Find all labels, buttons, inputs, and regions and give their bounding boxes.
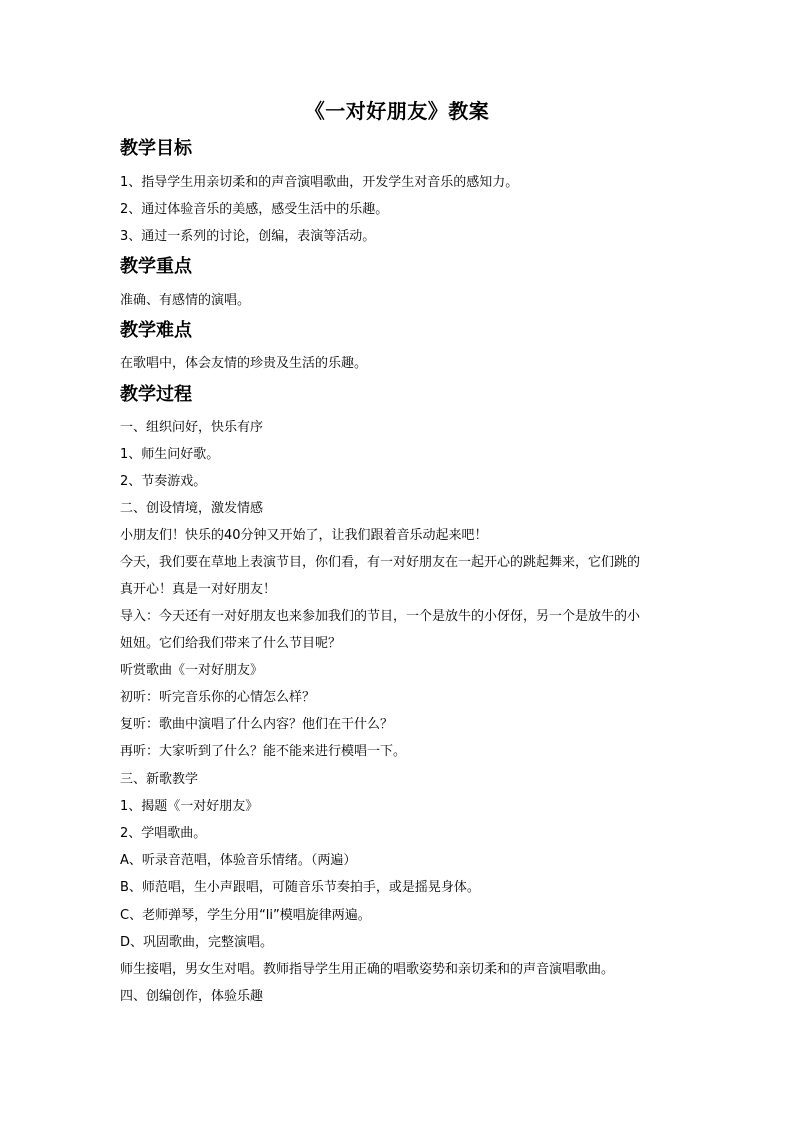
section-heading-process: 教学过程 — [120, 384, 192, 405]
goal-item-3: 3、通过一系列的讨论，创编，表演等活动。 — [120, 229, 376, 244]
process-line: A、听录音范唱，体验音乐情绪。（两遍） — [120, 853, 357, 868]
process-line: B、师范唱，生小声跟唱，可随音乐节奏拍手，或是摇晃身体。 — [120, 880, 480, 895]
process-line: 三、新歌教学 — [120, 772, 199, 787]
process-line: 四、创编创作，体验乐趣 — [120, 989, 264, 1004]
process-line: 1、揭题《一对好朋友》 — [120, 799, 259, 814]
document-title: 《一对好朋友》教案 — [304, 99, 490, 123]
process-line: 复听：歌曲中演唱了什么内容？他们在干什么？ — [120, 717, 394, 732]
process-line: 听赏歌曲《一对好朋友》 — [120, 663, 264, 678]
process-line: 导入：今天还有一对好朋友也来参加我们的节目，一个是放牛的小伢伢，另一个是放牛的小 — [120, 609, 641, 624]
process-line: 今天，我们要在草地上表演节目，你们看，有一对好朋友在一起开心的跳起舞来，它们跳的 — [120, 555, 641, 570]
goal-item-2: 2、通过体验音乐的美感，感受生活中的乐趣。 — [120, 202, 389, 217]
process-line: 真开心！真是一对好朋友！ — [120, 582, 277, 597]
process-line: 一、组织问好，快乐有序 — [120, 420, 264, 435]
process-line: 初听：听完音乐你的心情怎么样？ — [120, 690, 316, 705]
difficulties-text: 在歌唱中，体会友情的珍贵及生活的乐趣。 — [120, 356, 368, 371]
key-points-text: 准确、有感情的演唱。 — [120, 293, 251, 308]
process-line: D、巩固歌曲，完整演唱。 — [120, 935, 274, 950]
process-line: 1、师生问好歌。 — [120, 447, 220, 462]
process-line: 师生接唱，男女生对唱。教师指导学生用正确的唱歌姿势和亲切柔和的声音演唱歌曲。 — [120, 962, 615, 977]
process-line: C、老师弹琴，学生分用“li”模唱旋律两遍。 — [120, 908, 371, 923]
process-line: 再听：大家听到了什么？能不能来进行模唱一下。 — [120, 744, 407, 759]
process-line: 2、学唱歌曲。 — [120, 826, 207, 841]
process-line: 二、创设情境，激发情感 — [120, 501, 264, 516]
process-line: 2、节奏游戏。 — [120, 474, 207, 489]
process-line: 小朋友们！快乐的40分钟又开始了，让我们跟着音乐动起来吧！ — [120, 528, 488, 543]
goal-item-1: 1、指导学生用亲切柔和的声音演唱歌曲，开发学生对音乐的感知力。 — [120, 175, 519, 190]
process-line: 妞妞。它们给我们带来了什么节目呢？ — [120, 636, 342, 651]
section-heading-goals: 教学目标 — [120, 138, 192, 159]
section-heading-key-points: 教学重点 — [120, 256, 192, 277]
section-heading-difficulties: 教学难点 — [120, 320, 192, 341]
